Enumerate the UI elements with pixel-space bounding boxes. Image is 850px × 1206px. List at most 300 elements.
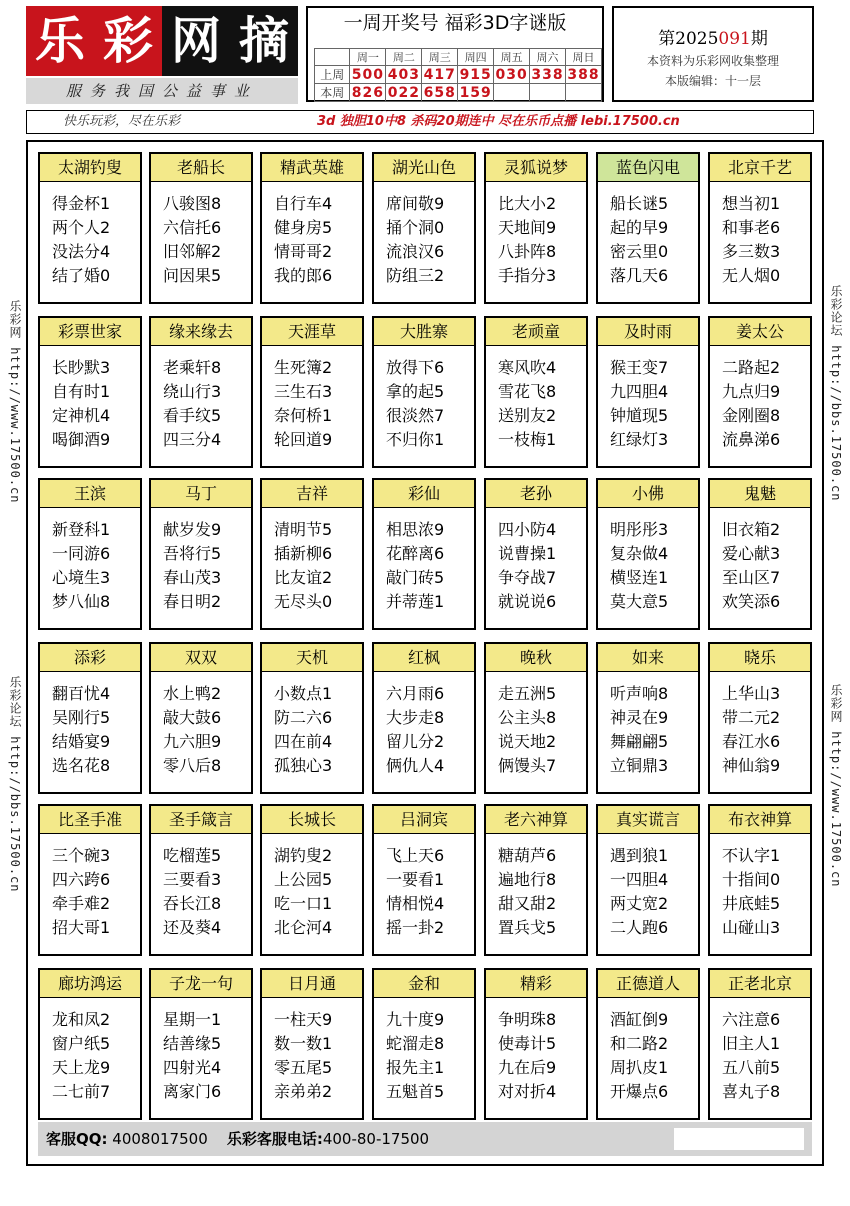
riddle-lines [151,508,251,614]
riddle-line: 四小防4 [498,520,557,539]
riddle-line: 我的郎6 [274,266,333,285]
puzzle-card [260,968,364,1120]
editor-note: 本版编辑：十一层 [664,74,761,88]
riddle-line: 使毒计5 [498,1034,557,1053]
riddle-lines [374,182,474,288]
riddle-line: 山碰山3 [722,918,781,937]
puzzle-card [484,152,588,304]
riddle-lines [374,346,474,452]
riddle-line: 明彤彤3 [610,520,669,539]
riddle-line: 遍地行8 [498,870,557,889]
riddle-line: 九在后9 [498,1058,557,1077]
riddle-line: 龙和凤2 [52,1010,111,1029]
riddle-line: 捅个洞0 [386,218,445,237]
puzzle-card [596,642,700,794]
riddle-line: 旧邻解2 [163,242,222,261]
riddle-line: 敲门砖5 [386,568,445,587]
riddle-line: 流浪汉6 [386,242,445,261]
riddle-line: 说曹操1 [498,544,557,563]
riddle-line: 喝御酒9 [52,430,111,449]
riddle-lines [262,508,362,614]
riddle-lines [598,346,698,452]
riddle-lines [40,182,140,288]
author-name: 老孙 [486,480,586,508]
draw-number: 403 [387,66,420,83]
source-note: 本资料为乐彩网收集整理 [646,54,779,68]
riddle-line: 情相悦4 [386,894,445,913]
riddle-line: 两个人2 [52,218,111,237]
author-name: 太湖钓叟 [40,154,140,182]
riddle-line: 问因果5 [163,266,222,285]
riddle-lines [151,998,251,1104]
riddle-line: 开爆点6 [610,1082,669,1101]
draw-number: 658 [423,84,456,101]
riddle-lines [598,672,698,778]
puzzle-card [708,968,812,1120]
author-name: 红枫 [374,644,474,672]
riddle-lines [710,508,810,614]
riddle-line: 公主头8 [498,708,557,727]
riddle-line: 结了婚0 [52,266,111,285]
riddle-lines [374,508,474,614]
riddle-line: 春江水6 [722,732,781,751]
day-header: 周二 [386,49,422,66]
riddle-lines [151,182,251,288]
riddle-line: 花醉离6 [386,544,445,563]
riddle-line: 八骏图8 [163,194,222,213]
riddle-line: 钟馗现5 [610,406,669,425]
tagline-bar [26,110,814,134]
draw-results-box [306,6,604,102]
riddle-line: 报先主1 [386,1058,445,1077]
draw-number: 826 [351,84,385,101]
author-name: 吉祥 [262,480,362,508]
riddle-line: 吴刚行5 [52,708,111,727]
riddle-line: 北仑河4 [274,918,333,937]
riddle-line: 零八后8 [163,756,222,775]
draw-title: 一周开奖号 福彩3D字谜版 [343,12,567,34]
riddle-line: 生死簿2 [274,358,333,377]
qq-label: 客服QQ: [46,1130,108,1148]
riddle-line: 放得下6 [386,358,445,377]
logo-char-2: 彩 [103,12,153,70]
puzzle-card [372,968,476,1120]
author-name: 如来 [598,644,698,672]
riddle-line: 还及葵4 [163,918,222,937]
side-text-right-bottom: 乐彩网 http://www.17500.cn [829,684,843,888]
logo-char-4: 摘 [230,6,298,76]
puzzle-card [484,968,588,1120]
riddle-line: 二人跑6 [610,918,669,937]
riddle-line: 舞翩翩5 [610,732,669,751]
riddle-lines [151,834,251,940]
author-name: 彩票世家 [40,318,140,346]
puzzle-card [484,804,588,956]
draw-number: 417 [423,66,456,83]
riddle-lines [486,834,586,940]
riddle-line: 走五洲5 [498,684,557,703]
author-name: 真实谎言 [598,806,698,834]
riddle-line: 金刚圈8 [722,406,781,425]
riddle-lines [40,998,140,1104]
riddle-line: 摇一卦2 [386,918,445,937]
riddle-line: 水上鸭2 [163,684,222,703]
riddle-lines [710,834,810,940]
riddle-line: 湖钓叟2 [274,846,333,865]
riddle-lines [598,182,698,288]
riddle-line: 吃一口1 [274,894,333,913]
author-name: 精武英雄 [262,154,362,182]
row-label-this-week: 本周 [315,84,350,102]
riddle-line: 起的早9 [610,218,669,237]
riddle-line: 情哥哥2 [274,242,333,261]
puzzle-card [708,804,812,956]
author-name: 吕洞宾 [374,806,474,834]
riddle-line: 上公园5 [274,870,333,889]
riddle-line: 欢笑添6 [722,592,781,611]
riddle-line: 横竖连1 [610,568,669,587]
riddle-line: 五八前5 [722,1058,781,1077]
author-name: 日月通 [262,970,362,998]
riddle-lines [374,672,474,778]
riddle-line: 听声响8 [610,684,669,703]
riddle-line: 奈何桥1 [274,406,333,425]
author-name: 大胜寨 [374,318,474,346]
riddle-line: 新登科1 [52,520,111,539]
riddle-line: 吃榴莲5 [163,846,222,865]
riddle-lines [262,346,362,452]
riddle-line: 和事老6 [722,218,781,237]
riddle-line: 无尽头0 [274,592,333,611]
author-name: 比圣手准 [40,806,140,834]
riddle-line: 遇到狼1 [610,846,669,865]
puzzle-card [596,804,700,956]
riddle-line: 长眇默3 [52,358,111,377]
riddle-line: 两丈宽2 [610,894,669,913]
author-name: 蓝色闪电 [598,154,698,182]
riddle-line: 猴王变7 [610,358,669,377]
riddle-lines [374,998,474,1104]
author-name: 正德道人 [598,970,698,998]
riddle-lines [40,834,140,940]
author-name: 布衣神算 [710,806,810,834]
riddle-line: 五魁首5 [386,1082,445,1101]
author-name: 长城长 [262,806,362,834]
riddle-line: 争夺战7 [498,568,557,587]
riddle-lines [486,182,586,288]
riddle-lines [598,998,698,1104]
draw-number: 022 [387,84,420,101]
riddle-lines [598,508,698,614]
puzzle-card [484,316,588,468]
author-name: 老顽童 [486,318,586,346]
blank-box [674,1128,804,1150]
riddle-line: 四六跨6 [52,870,111,889]
riddle-line: 看手纹5 [163,406,222,425]
riddle-line: 想当初1 [722,194,781,213]
puzzle-card [260,152,364,304]
puzzle-card [149,968,253,1120]
riddle-line: 没法分4 [52,242,111,261]
puzzle-card [596,316,700,468]
riddle-lines [40,672,140,778]
puzzle-card [38,968,142,1120]
riddle-lines [710,182,810,288]
riddle-line: 窗户纸5 [52,1034,111,1053]
puzzle-card [596,478,700,630]
riddle-lines [151,346,251,452]
riddle-line: 一四胆4 [610,870,669,889]
riddle-line: 至山区7 [722,568,781,587]
riddle-line: 和二路2 [610,1034,669,1053]
author-name: 老六神算 [486,806,586,834]
author-name: 廊坊鸿运 [40,970,140,998]
puzzle-card [38,316,142,468]
puzzle-card [149,478,253,630]
riddle-lines [374,834,474,940]
riddle-line: 十指间0 [722,870,781,889]
puzzle-card [372,804,476,956]
logo [26,6,298,76]
riddle-line: 春日明2 [163,592,222,611]
riddle-line: 一枝梅1 [498,430,557,449]
riddle-line: 自行车4 [274,194,333,213]
author-name: 正老北京 [710,970,810,998]
riddle-lines [486,346,586,452]
puzzle-card [149,804,253,956]
riddle-line: 糖葫芦6 [498,846,557,865]
author-name: 添彩 [40,644,140,672]
day-header: 周六 [530,49,566,66]
puzzle-card [260,478,364,630]
author-name: 双双 [151,644,251,672]
riddle-line: 密云里0 [610,242,669,261]
riddle-line: 吞长江8 [163,894,222,913]
riddle-lines [262,182,362,288]
riddle-line: 船长谜5 [610,194,669,213]
author-name: 湖光山色 [374,154,474,182]
riddle-line: 星期一1 [163,1010,222,1029]
draw-number [530,84,566,102]
riddle-line: 六信托6 [163,218,222,237]
riddle-line: 清明节5 [274,520,333,539]
author-name: 晓乐 [710,644,810,672]
author-name: 天机 [262,644,362,672]
riddle-line: 孤独心3 [274,756,333,775]
side-text-left-bottom: 乐彩论坛 http://bbs.17500.cn [8,676,22,893]
riddle-lines [598,834,698,940]
riddle-line: 献岁发9 [163,520,222,539]
row-label-last-week: 上周 [315,66,350,84]
riddle-line: 梦八仙8 [52,592,111,611]
author-name: 姜太公 [710,318,810,346]
riddle-line: 三个碗3 [52,846,111,865]
author-name: 鬼魅 [710,480,810,508]
puzzle-card [596,152,700,304]
riddle-line: 神灵在9 [610,708,669,727]
logo-char-3: 网 [162,6,230,76]
puzzle-card [38,804,142,956]
riddle-line: 自有时1 [52,382,111,401]
author-name: 精彩 [486,970,586,998]
draw-number: 915 [459,66,492,83]
riddle-line: 俩仇人4 [386,756,445,775]
riddle-line: 二路起2 [722,358,781,377]
riddle-line: 送别友2 [498,406,557,425]
riddle-line: 一柱天9 [274,1010,333,1029]
riddle-line: 四射光4 [163,1058,222,1077]
riddle-line: 手指分3 [498,266,557,285]
riddle-line: 井底蛙5 [722,894,781,913]
riddle-line: 旧主人1 [722,1034,781,1053]
puzzle-card [372,478,476,630]
riddle-lines [710,346,810,452]
phone-number: 400-80-17500 [322,1130,430,1148]
day-header: 周五 [494,49,530,66]
riddle-line: 敲大鼓6 [163,708,222,727]
riddle-line: 红绿灯3 [610,430,669,449]
riddle-line: 一同游6 [52,544,111,563]
riddle-line: 离家门6 [163,1082,222,1101]
riddle-line: 留儿分2 [386,732,445,751]
puzzle-card [260,642,364,794]
issue-number: 第2025091期 [658,29,768,49]
riddle-line: 防二六6 [274,708,333,727]
puzzle-card [708,152,812,304]
riddle-line: 六注意6 [722,1010,781,1029]
author-name: 王滨 [40,480,140,508]
author-name: 缘来缘去 [151,318,251,346]
riddle-line: 无人烟0 [722,266,781,285]
author-name: 晚秋 [486,644,586,672]
footer-bar [38,1122,812,1156]
phone-label: 乐彩客服电话: [226,1130,323,1148]
riddle-line: 流鼻涕6 [722,430,781,449]
slogan: 服务我国公益事业 [26,78,298,104]
riddle-lines [40,508,140,614]
riddle-line: 不归你1 [386,430,445,449]
author-name: 小佛 [598,480,698,508]
draw-number: 159 [459,84,492,101]
author-name: 天涯草 [262,318,362,346]
riddle-lines [262,672,362,778]
puzzle-card [484,642,588,794]
author-name: 子龙一句 [151,970,251,998]
riddle-line: 选名花8 [52,756,111,775]
riddle-line: 席间敬9 [386,194,445,213]
riddle-lines [486,672,586,778]
draw-number: 388 [567,66,600,83]
riddle-line: 对对折4 [498,1082,557,1101]
puzzle-card [149,152,253,304]
riddle-line: 并蒂莲1 [386,592,445,611]
author-name: 北京千艺 [710,154,810,182]
riddle-line: 数一数1 [274,1034,333,1053]
puzzle-card [484,478,588,630]
day-header: 周一 [350,49,386,66]
side-text-left-top: 乐彩网 http://www.17500.cn [8,300,22,504]
author-name: 马丁 [151,480,251,508]
riddle-line: 天上龙9 [52,1058,111,1077]
riddle-line: 结婚宴9 [52,732,111,751]
riddle-line: 九六胆9 [163,732,222,751]
riddle-line: 轮回道9 [274,430,333,449]
riddle-lines [262,998,362,1104]
riddle-line: 莫大意5 [610,592,669,611]
riddle-line: 亲弟弟2 [274,1082,333,1101]
riddle-line: 相思浓9 [386,520,445,539]
riddle-line: 蛇溜走8 [386,1034,445,1053]
riddle-line: 小数点1 [274,684,333,703]
tagline-promo: 3d 独胆10中8 杀码20期连中 尽在乐币点播 lebi.17500.cn [317,114,680,129]
author-name: 老船长 [151,154,251,182]
riddle-line: 春山茂3 [163,568,222,587]
side-text-right-top: 乐彩论坛 http://bbs.17500.cn [829,285,843,502]
riddle-line: 落几天6 [610,266,669,285]
riddle-line: 置兵戈5 [498,918,557,937]
riddle-line: 三要看3 [163,870,222,889]
riddle-line: 吾将行5 [163,544,222,563]
riddle-line: 三生石3 [274,382,333,401]
puzzle-grid [26,140,824,1166]
riddle-line: 九四胆4 [610,382,669,401]
author-name: 灵狐说梦 [486,154,586,182]
riddle-line: 说天地2 [498,732,557,751]
riddle-lines [40,346,140,452]
riddle-line: 很淡然7 [386,406,445,425]
author-name: 圣手箴言 [151,806,251,834]
day-header: 周日 [565,49,601,66]
riddle-lines [710,998,810,1104]
riddle-line: 寒风吹4 [498,358,557,377]
riddle-line: 不认字1 [722,846,781,865]
draw-number [565,84,601,102]
riddle-line: 一要看1 [386,870,445,889]
puzzle-card [596,968,700,1120]
riddle-line: 争明珠8 [498,1010,557,1029]
qq-number: 4008017500 [112,1130,208,1148]
riddle-line: 插新柳6 [274,544,333,563]
riddle-line: 酒缸倒9 [610,1010,669,1029]
puzzle-card [38,152,142,304]
riddle-line: 绕山行3 [163,382,222,401]
riddle-line: 比大小2 [498,194,557,213]
riddle-line: 甜又甜2 [498,894,557,913]
riddle-line: 俩馒头7 [498,756,557,775]
riddle-line: 旧衣箱2 [722,520,781,539]
riddle-line: 定神机4 [52,406,111,425]
tagline-left: 快乐玩彩，尽在乐彩 [63,114,181,129]
riddle-line: 立铜鼎3 [610,756,669,775]
day-header: 周四 [458,49,494,66]
riddle-line: 就说说6 [498,592,557,611]
riddle-line: 招大哥1 [52,918,111,937]
puzzle-card [149,642,253,794]
riddle-line: 爱心献3 [722,544,781,563]
riddle-line: 雪花飞8 [498,382,557,401]
riddle-line: 复杂做4 [610,544,669,563]
riddle-line: 飞上天6 [386,846,445,865]
riddle-lines [486,998,586,1104]
puzzle-card [708,478,812,630]
riddle-line: 大步走8 [386,708,445,727]
riddle-line: 九十度9 [386,1010,445,1029]
riddle-line: 心境生3 [52,568,111,587]
issue-box [612,6,814,102]
puzzle-card [149,316,253,468]
puzzle-card [38,478,142,630]
riddle-lines [151,672,251,778]
